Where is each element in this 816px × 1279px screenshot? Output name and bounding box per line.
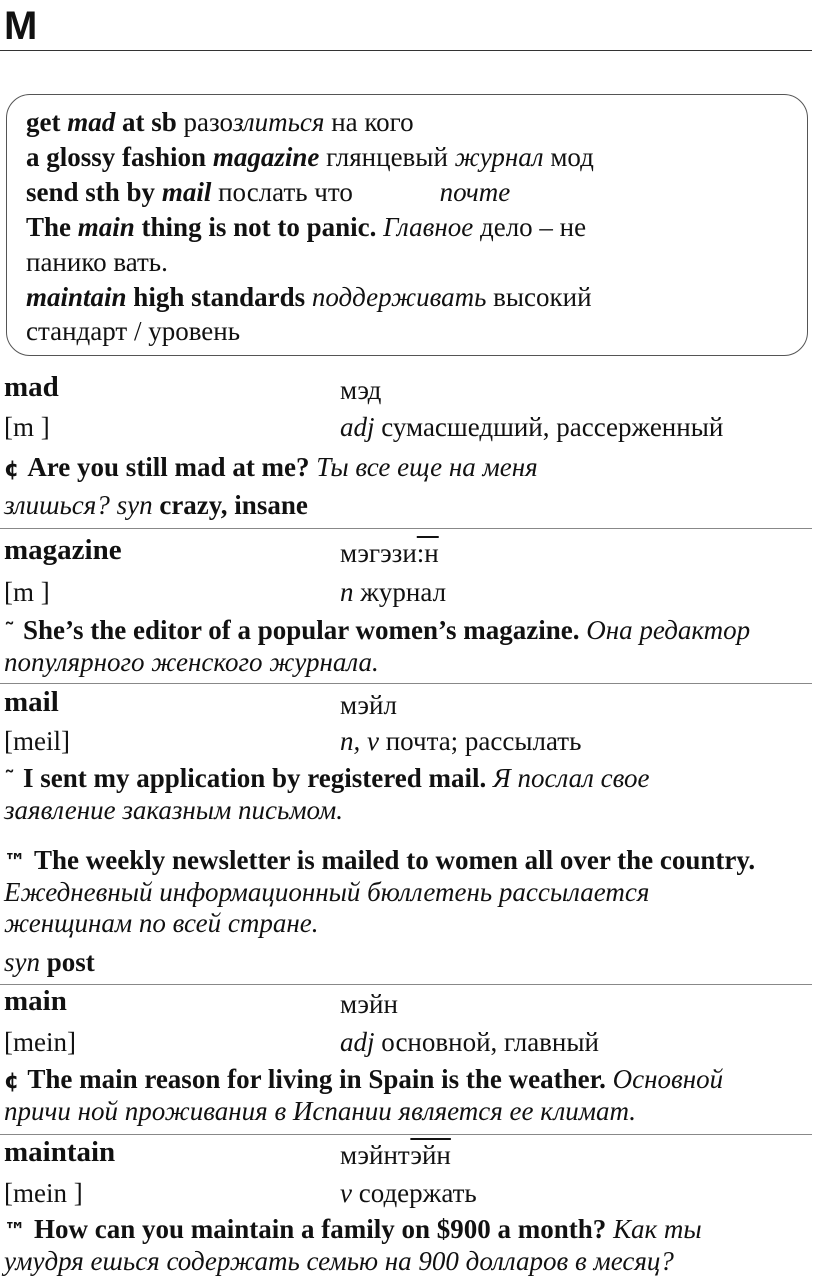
- example-mail-2-cont: Ежедневный информационный бюллетень рассылается: [4, 877, 650, 907]
- synonym-mail: syn post: [4, 947, 95, 977]
- example-mail-2-cont2: женщинам по всей стране.: [4, 908, 319, 938]
- translation-magazine: n журнал: [340, 577, 447, 607]
- transcription-maintain: [mein ]: [4, 1178, 83, 1208]
- example-mail-1: ˜ I sent my application by registered mail. Я послал свое: [4, 763, 650, 793]
- translation-main: adj основной, главный: [340, 1027, 599, 1057]
- example-main: ¢ The main reason for living in Spain is the weather. Основной: [4, 1064, 724, 1094]
- phrase-line: send sth by mail послать что почте: [26, 177, 511, 207]
- entry-divider: [0, 1134, 812, 1135]
- phrase-line: maintain high standards поддерживать высокий: [26, 282, 592, 312]
- transcription-mail: [meil]: [4, 726, 70, 756]
- transcription-main: [mein]: [4, 1027, 76, 1057]
- pronunciation-mail: мэйл: [340, 690, 397, 720]
- headword-mail: mail: [4, 686, 59, 718]
- translation-maintain: v содержать: [340, 1178, 477, 1208]
- headword-maintain: maintain: [4, 1136, 116, 1168]
- example-mad: ¢ Are you still mad at me? Ты все еще на меня: [4, 452, 538, 482]
- headword-mad: mad: [4, 371, 59, 403]
- phrase-line: get mad at sb разозлиться на кого: [26, 107, 414, 137]
- transcription-magazine: [m ]: [4, 577, 50, 607]
- entry-divider: [0, 528, 812, 529]
- phrase-line: панико вать.: [26, 247, 168, 277]
- pronunciation-maintain: мэйнтэйн: [340, 1140, 451, 1170]
- headword-magazine: magazine: [4, 534, 122, 566]
- phrase-line: The main thing is not to panic. Главное дело – не: [26, 212, 587, 242]
- example-magazine: ˜ She’s the editor of a popular women’s magazine. Она редактор: [4, 615, 751, 645]
- header-rule: [0, 50, 812, 51]
- section-letter: M: [4, 4, 38, 48]
- translation-mail: n, v почта; рассылать: [340, 726, 582, 756]
- example-mail-1-cont: заявление заказным письмом.: [4, 795, 344, 825]
- example-mad-cont: злишься? syn crazy, insane: [4, 490, 308, 520]
- headword-main: main: [4, 985, 67, 1017]
- example-main-cont: причи ной проживания в Испании является ее климат.: [4, 1096, 637, 1126]
- entry-divider: [0, 984, 812, 985]
- entry-divider: [0, 683, 812, 684]
- pronunciation-main: мэйн: [340, 989, 398, 1019]
- translation-mad: adj сумасшедший, рассерженный: [340, 412, 724, 442]
- transcription-mad: [m ]: [4, 412, 50, 442]
- pronunciation-mad: мэд: [340, 375, 382, 405]
- example-maintain-cont: умудря ешься содержать семью на 900 долларов в месяц?: [4, 1246, 674, 1276]
- pronunciation-magazine: мэгэзи:н: [340, 538, 439, 568]
- example-maintain: ™ How can you maintain a family on $900 a month? Как ты: [4, 1214, 702, 1244]
- phrase-line: a glossy fashion magazine глянцевый журнал мод: [26, 142, 594, 172]
- example-mail-2: ™ The weekly newsletter is mailed to women all over the country.: [4, 845, 756, 875]
- phrase-line: стандарт / уровень: [26, 316, 241, 346]
- example-magazine-cont: популярного женского журнала.: [4, 647, 379, 677]
